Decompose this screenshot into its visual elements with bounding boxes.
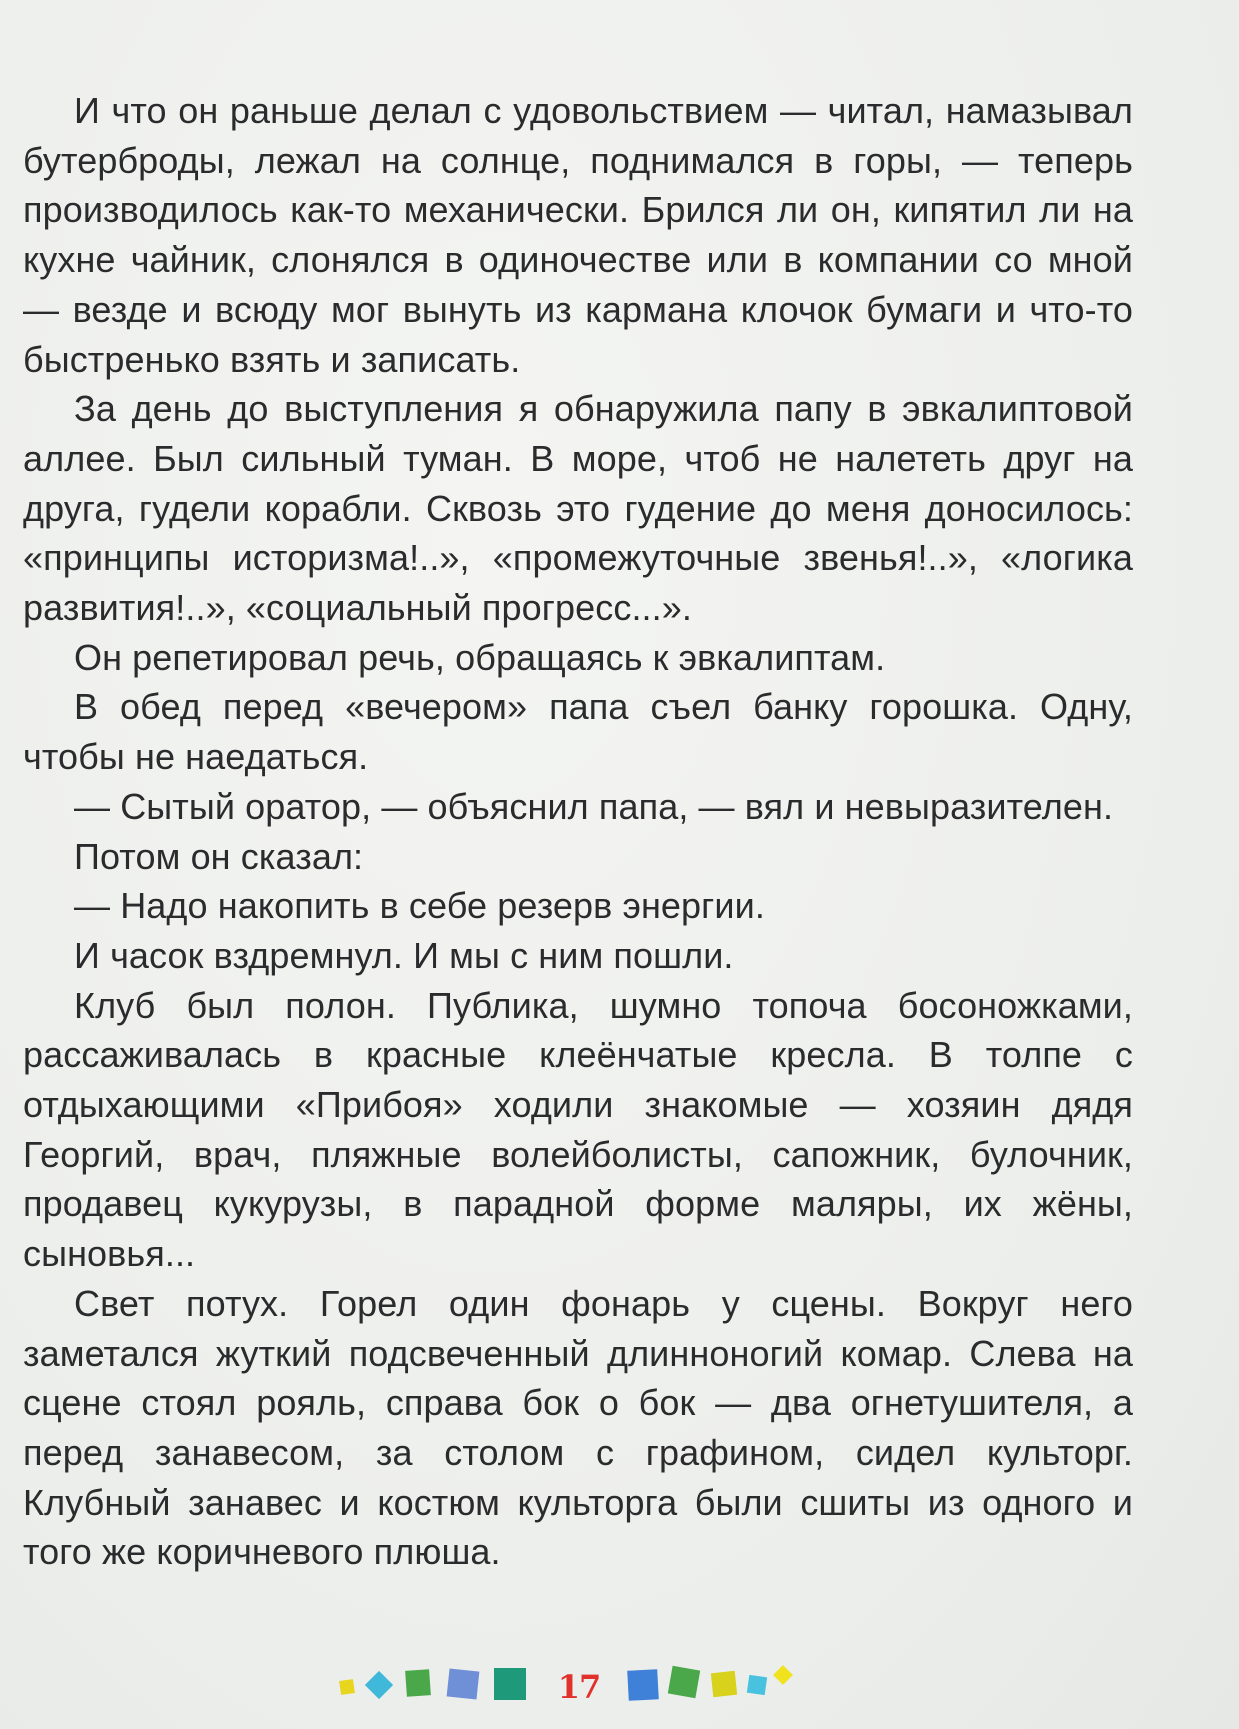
deco-square: [365, 1671, 393, 1699]
decorative-squares-right: [622, 1660, 812, 1710]
page-number: 17: [557, 1668, 601, 1706]
paragraph: Свет потух. Горел один фонарь у сцены. Вокруг него заметался жуткий подсвеченный длинноногий комар. Слева на сцене стоял рояль, справа бок о бок — два огнетушителя, а перед занавесом, за столом с графином, сидел культорг. Клубный занавес и костюм культорга были сшиты из одного и того же коричневого плюша.: [23, 1282, 1133, 1573]
paragraph: — Сытый оратор, — объяснил папа, — вял и невыразителен.: [74, 785, 1114, 827]
deco-square: [668, 1666, 700, 1698]
page-text: [23, 86, 1133, 1577]
deco-square: [773, 1665, 793, 1685]
deco-square: [747, 1675, 767, 1695]
paragraph: За день до выступления я обнаружила папу в эвкалиптовой аллее. Был сильный туман. В море, чтоб не налететь друг на друга, гудели корабли. Сквозь это гудение до меня доносилось: «принципы историзма!..», «промежуточные звенья!..», «логика развития!..», «социальный прогресс...».: [23, 388, 1133, 629]
deco-square: [447, 1669, 480, 1700]
paragraph: — Надо накопить в себе резерв энергии.: [74, 885, 765, 927]
paragraph: Потом он сказал:: [74, 835, 364, 877]
deco-square: [627, 1669, 659, 1701]
page-footer: [0, 1660, 1239, 1710]
deco-square: [494, 1668, 526, 1700]
deco-square: [405, 1669, 431, 1697]
paragraph: Он репетировал речь, обращаясь к эвкалиптам.: [74, 636, 886, 678]
paragraph: В обед перед «вечером» папа съел банку горошка. Одну, чтобы не наедаться.: [23, 686, 1133, 778]
paragraph: И что он раньше делал с удовольствием — читал, намазывал бутерброды, лежал на солнце, поднимался в горы, — теперь производилось как-то механически. Брился ли он, кипятил ли на кухне чайник, слонялся в одиночестве или в компании со мной — везде и всюду мог вынуть из кармана клочок бумаги и что-то быстренько взять и записать.: [23, 90, 1133, 380]
deco-square: [339, 1679, 355, 1695]
decorative-squares-left: [336, 1660, 546, 1710]
deco-square: [711, 1671, 737, 1697]
paragraph: И часок вздремнул. И мы с ним пошли.: [74, 934, 734, 976]
paragraph: Клуб был полон. Публика, шумно топоча босоножками, рассаживалась в красные клеёнчатые кресла. В толпе с отдыхающими «Прибоя» ходили знакомые — хозяин дядя Георгий, врач, пляжные волейболисты, сапожник, булочник, продавец кукурузы, в парадной форме маляры, их жёны, сыновья...: [23, 984, 1133, 1275]
